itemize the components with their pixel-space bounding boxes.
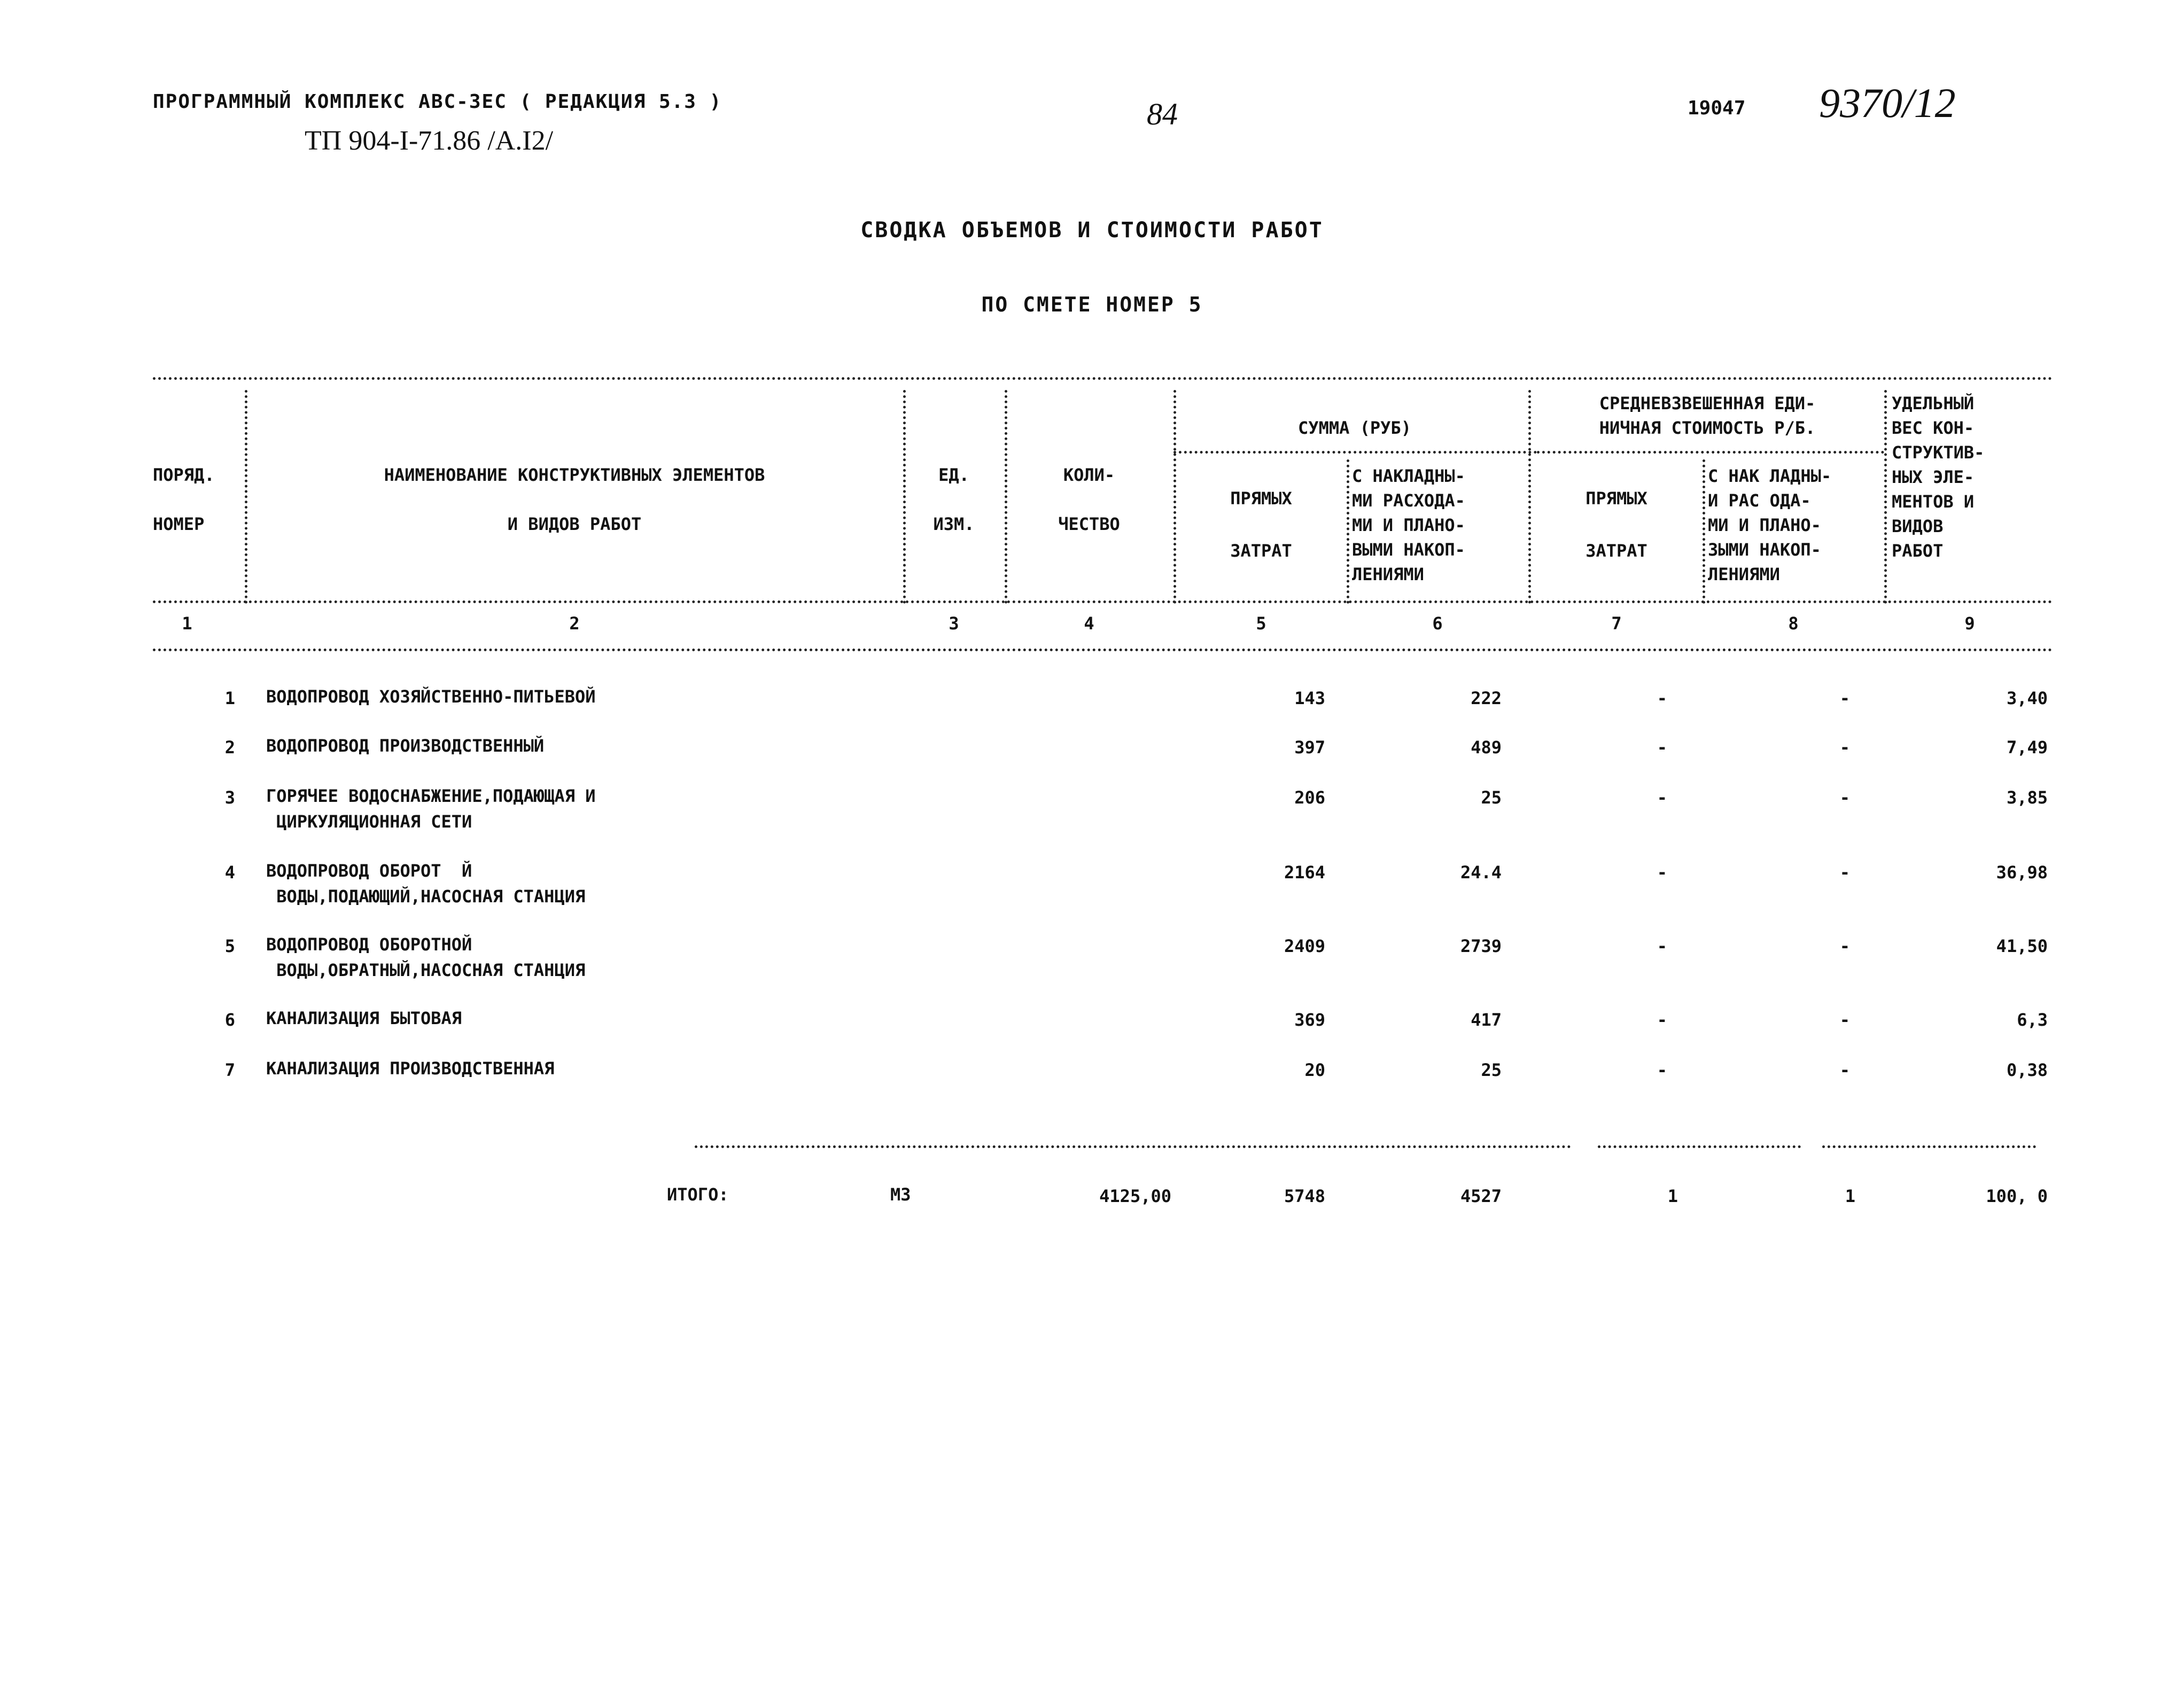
row-number: 3: [224, 787, 235, 808]
header-col9-line2: ВЕС КОН-: [1892, 418, 1975, 438]
row-col9: 3,40: [2006, 688, 2048, 708]
col-sep-4: [1173, 390, 1176, 604]
row-col6: 222: [1471, 688, 1502, 708]
handwritten-reference: 9370/12: [1819, 80, 1956, 126]
header-col8-line3: МИ И ПЛАНО-: [1708, 515, 1821, 535]
total-rule-1: [695, 1145, 1571, 1148]
header-col2-line2: И ВИДОВ РАБОТ: [507, 514, 642, 534]
row-col8: -: [1839, 862, 1850, 883]
colnum-9: 9: [1964, 613, 1975, 634]
row-number: 1: [224, 688, 235, 708]
header-col3-line1: ЕД.: [938, 465, 969, 485]
header-col9-line4: НЫХ ЭЛЕ-: [1892, 467, 1975, 487]
row-col8: -: [1839, 936, 1850, 956]
header-col6-line5: ЛЕНИЯМИ: [1352, 564, 1424, 584]
colnum-bottom-rule: [153, 649, 2053, 651]
row-col5: 206: [1294, 787, 1325, 808]
table-top-rule: [153, 377, 2053, 380]
row-col6: 25: [1481, 1060, 1502, 1080]
total-col7: 1: [1667, 1186, 1678, 1206]
row-col7: -: [1657, 1010, 1667, 1030]
row-col6: 2739: [1460, 936, 1502, 956]
row-name: ВОДОПРОВОД ОБОРОТНОЙ: [266, 934, 472, 955]
row-col8: -: [1839, 737, 1850, 758]
row-col5: 2409: [1284, 936, 1325, 956]
row-col8: -: [1839, 1010, 1850, 1030]
header-col6-line4: ВЫМИ НАКОП-: [1352, 540, 1465, 560]
row-number: 7: [224, 1060, 235, 1080]
header-col4-line2: ЧЕСТВО: [1058, 514, 1120, 534]
header-col8-line2: И РАС ОДА-: [1708, 490, 1811, 511]
col-sep-1: [245, 390, 247, 604]
col-sep-2: [903, 390, 906, 604]
colnum-4: 4: [1084, 613, 1094, 634]
row-col9: 3,85: [2006, 787, 2048, 808]
row-col5: 397: [1294, 737, 1325, 758]
header-col6-line3: МИ И ПЛАНО-: [1352, 515, 1465, 535]
header-col7-line1: ПРЯМЫХ: [1585, 488, 1647, 509]
row-col7: -: [1657, 787, 1667, 808]
colnum-7: 7: [1611, 613, 1622, 634]
page-title: СВОДКА ОБЪЕМОВ И СТОИМОСТИ РАБОТ: [860, 218, 1324, 243]
col-sep-8: [1884, 390, 1887, 604]
row-name: ВОДОПРОВОД ПРОИЗВОДСТВЕННЫЙ: [266, 736, 545, 756]
row-number: 2: [224, 737, 235, 758]
total-qty: 4125,00: [1099, 1186, 1171, 1206]
row-number: 6: [224, 1010, 235, 1030]
row-col7: -: [1657, 688, 1667, 708]
colnum-2: 2: [569, 613, 580, 634]
total-col6: 4527: [1460, 1186, 1502, 1206]
row-col7: -: [1657, 1060, 1667, 1080]
header-col2-line1: НАИМЕНОВАНИЕ КОНСТРУКТИВНЫХ ЭЛЕМЕНТОВ: [384, 465, 765, 485]
sum-group-rule: [1173, 451, 1537, 454]
row-number: 5: [224, 936, 235, 956]
row-col9: 41,50: [1996, 936, 2048, 956]
header-col5-line2: ЗАТРАТ: [1230, 541, 1292, 561]
row-col7: -: [1657, 737, 1667, 758]
code-number: 19047: [1688, 97, 1746, 119]
row-name-continued: ЦИРКУЛЯЦИОННАЯ СЕТИ: [266, 812, 472, 832]
header-col5-line1: ПРЯМЫХ: [1230, 488, 1292, 509]
header-avg-group-line1: СРЕДНЕВЗВЕШЕННАЯ ЕДИ-: [1599, 393, 1816, 413]
header-col9-line5: МЕНТОВ И: [1892, 491, 1975, 512]
header-col9-line7: РАБОТ: [1892, 541, 1944, 561]
row-col6: 417: [1471, 1010, 1502, 1030]
header-col6-line1: С НАКЛАДНЫ-: [1352, 466, 1465, 486]
row-col5: 2164: [1284, 862, 1325, 883]
colnum-6: 6: [1432, 613, 1443, 634]
row-name-continued: ВОДЫ,ПОДАЮЩИЙ,НАСОСНАЯ СТАНЦИЯ: [266, 886, 586, 907]
avg-group-rule: [1537, 451, 1884, 454]
header-sum-group: СУММА (РУБ): [1298, 418, 1411, 438]
row-col8: -: [1839, 787, 1850, 808]
program-header: ПРОГРАММНЫЙ КОМПЛЕКС АВС-3ЕС ( РЕДАКЦИЯ 5.3 ): [153, 91, 722, 113]
colnum-3: 3: [949, 613, 959, 634]
row-col9: 36,98: [1996, 862, 2048, 883]
total-col9: 100, 0: [1986, 1186, 2048, 1206]
row-col9: 7,49: [2006, 737, 2048, 758]
header-col9-line6: ВИДОВ: [1892, 516, 1944, 536]
col-sep-7: [1703, 459, 1705, 604]
total-rule-3: [1822, 1145, 2036, 1148]
header-col9-line1: УДЕЛЬНЫЙ: [1892, 393, 1975, 413]
row-name: ГОРЯЧЕЕ ВОДОСНАБЖЕНИЕ,ПОДАЮЩАЯ И: [266, 786, 596, 806]
header-col6-line2: МИ РАСХОДА-: [1352, 490, 1465, 511]
row-col9: 6,3: [2017, 1010, 2048, 1030]
header-col8-line4: ЗЫМИ НАКОП-: [1708, 540, 1821, 560]
header-col8-line1: С НАК ЛАДНЫ-: [1708, 466, 1832, 486]
row-col8: -: [1839, 1060, 1850, 1080]
row-name-continued: ВОДЫ,ОБРАТНЫЙ,НАСОСНАЯ СТАНЦИЯ: [266, 960, 586, 980]
row-name: ВОДОПРОВОД ОБОРОТ Й: [266, 861, 472, 881]
document-code: ТП 904-I-71.86 /А.I2/: [305, 126, 554, 156]
header-col4-line1: КОЛИ-: [1063, 465, 1115, 485]
header-avg-group-line2: НИЧНАЯ СТОИМОСТЬ Р/Б.: [1599, 418, 1816, 438]
row-name: ВОДОПРОВОД ХОЗЯЙСТВЕННО-ПИТЬЕВОЙ: [266, 686, 596, 707]
col-sep-5: [1347, 459, 1349, 604]
header-col7-line2: ЗАТРАТ: [1585, 541, 1647, 561]
row-col6: 24.4: [1460, 862, 1502, 883]
total-col5: 5748: [1284, 1186, 1325, 1206]
header-col3-line2: ИЗМ.: [933, 514, 975, 534]
col-sep-3: [1005, 390, 1007, 604]
header-col8-line5: ЛЕНИЯМИ: [1708, 564, 1780, 584]
row-col5: 369: [1294, 1010, 1325, 1030]
header-col1-line2: НОМЕР: [153, 514, 205, 534]
total-rule-2: [1598, 1145, 1801, 1148]
colnum-8: 8: [1788, 613, 1799, 634]
row-col7: -: [1657, 862, 1667, 883]
colnum-1: 1: [182, 613, 192, 634]
colnum-5: 5: [1256, 613, 1266, 634]
row-name: КАНАЛИЗАЦИЯ ПРОИЗВОДСТВЕННАЯ: [266, 1058, 555, 1079]
header-bottom-rule: [153, 600, 2053, 603]
row-name: КАНАЛИЗАЦИЯ БЫТОВАЯ: [266, 1008, 462, 1028]
row-number: 4: [224, 862, 235, 883]
header-col9-line3: СТРУКТИВ-: [1892, 442, 1985, 463]
row-col5: 20: [1304, 1060, 1325, 1080]
row-col6: 25: [1481, 787, 1502, 808]
row-col5: 143: [1294, 688, 1325, 708]
row-col6: 489: [1471, 737, 1502, 758]
col-sep-6: [1528, 390, 1531, 604]
total-col8: 1: [1845, 1186, 1855, 1206]
row-col8: -: [1839, 688, 1850, 708]
row-col9: 0,38: [2006, 1060, 2048, 1080]
page-number: 84: [1147, 97, 1178, 131]
page-subtitle: ПО СМЕТЕ НОМЕР 5: [981, 293, 1203, 316]
total-label: ИТОГО:: [667, 1184, 729, 1205]
header-col1-line1: ПОРЯД.: [153, 465, 215, 485]
total-unit: М3: [890, 1184, 911, 1205]
row-col7: -: [1657, 936, 1667, 956]
